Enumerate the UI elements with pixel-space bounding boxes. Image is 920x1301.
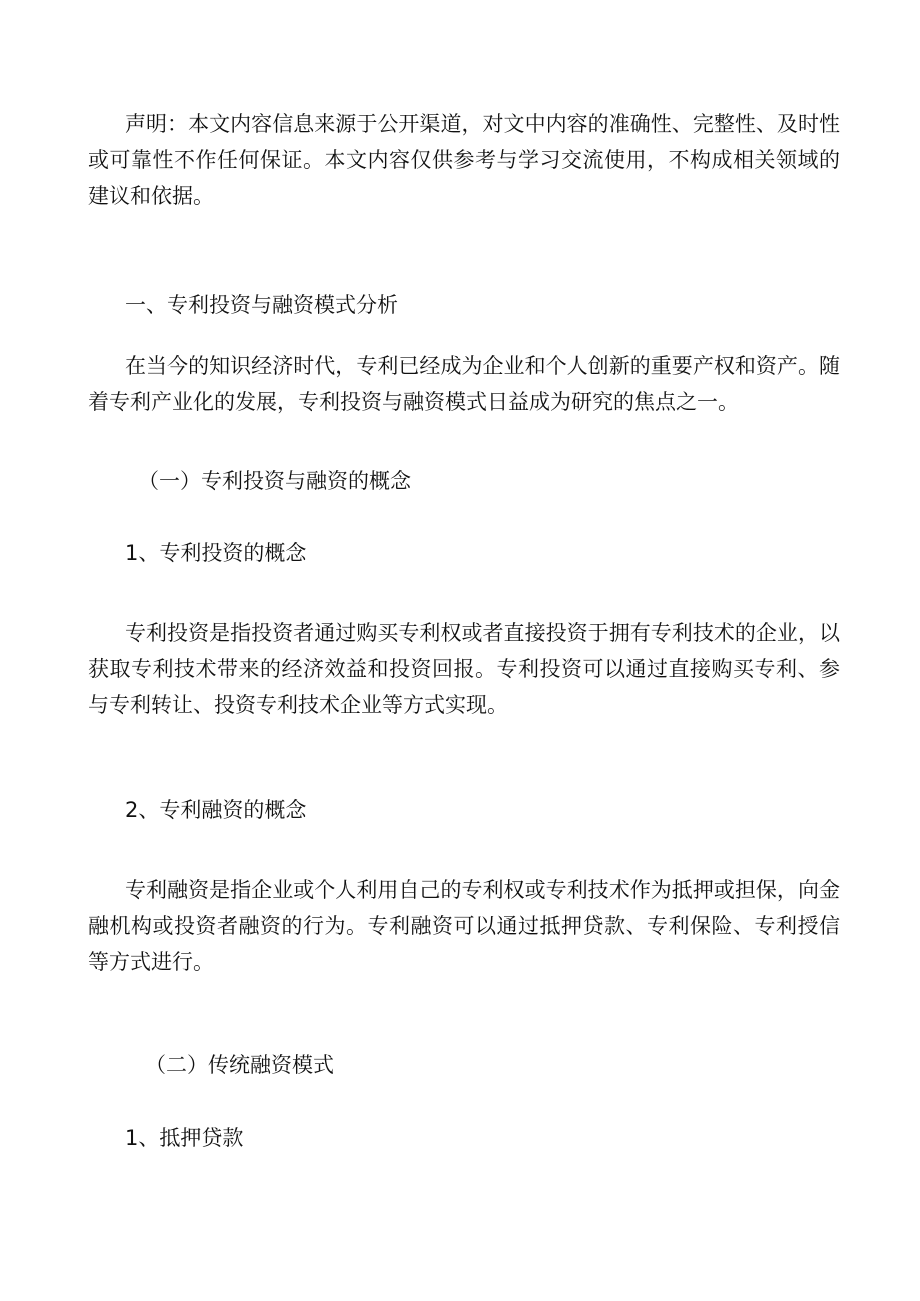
- section-heading-patent-investment-financing: 一、专利投资与融资模式分析: [125, 293, 398, 317]
- subsection-heading-traditional-financing: （二）传统融资模式: [145, 1053, 334, 1077]
- patent-investment-paragraph: 专利投资是指投资者通过购买专利权或者直接投资于拥有专利技术的企业，以获取专利技术带来的经济效益和投资回报。专利投资可以通过直接购买专利、参与专利转让、投资专利技术企业等方式实现。: [88, 621, 840, 717]
- subsection-heading-concepts: （一）专利投资与融资的概念: [138, 469, 411, 493]
- item-heading-patent-investment-concept: 1、专利投资的概念: [125, 541, 307, 565]
- item-heading-patent-financing-concept: 2、专利融资的概念: [125, 798, 307, 822]
- disclaimer-paragraph: 声明：本文内容信息来源于公开渠道，对文中内容的准确性、完整性、及时性或可靠性不作任何保证。本文内容仅供参考与学习交流使用，不构成相关领域的建议和依据。: [88, 112, 840, 208]
- patent-financing-paragraph: 专利融资是指企业或个人利用自己的专利权或专利技术作为抵押或担保，向金融机构或投资者融资的行为。专利融资可以通过抵押贷款、专利保险、专利授信等方式进行。: [88, 878, 840, 974]
- section-intro-paragraph: 在当今的知识经济时代，专利已经成为企业和个人创新的重要产权和资产。随着专利产业化的发展，专利投资与融资模式日益成为研究的焦点之一。: [88, 354, 840, 414]
- item-heading-mortgage-loan: 1、抵押贷款: [125, 1126, 244, 1150]
